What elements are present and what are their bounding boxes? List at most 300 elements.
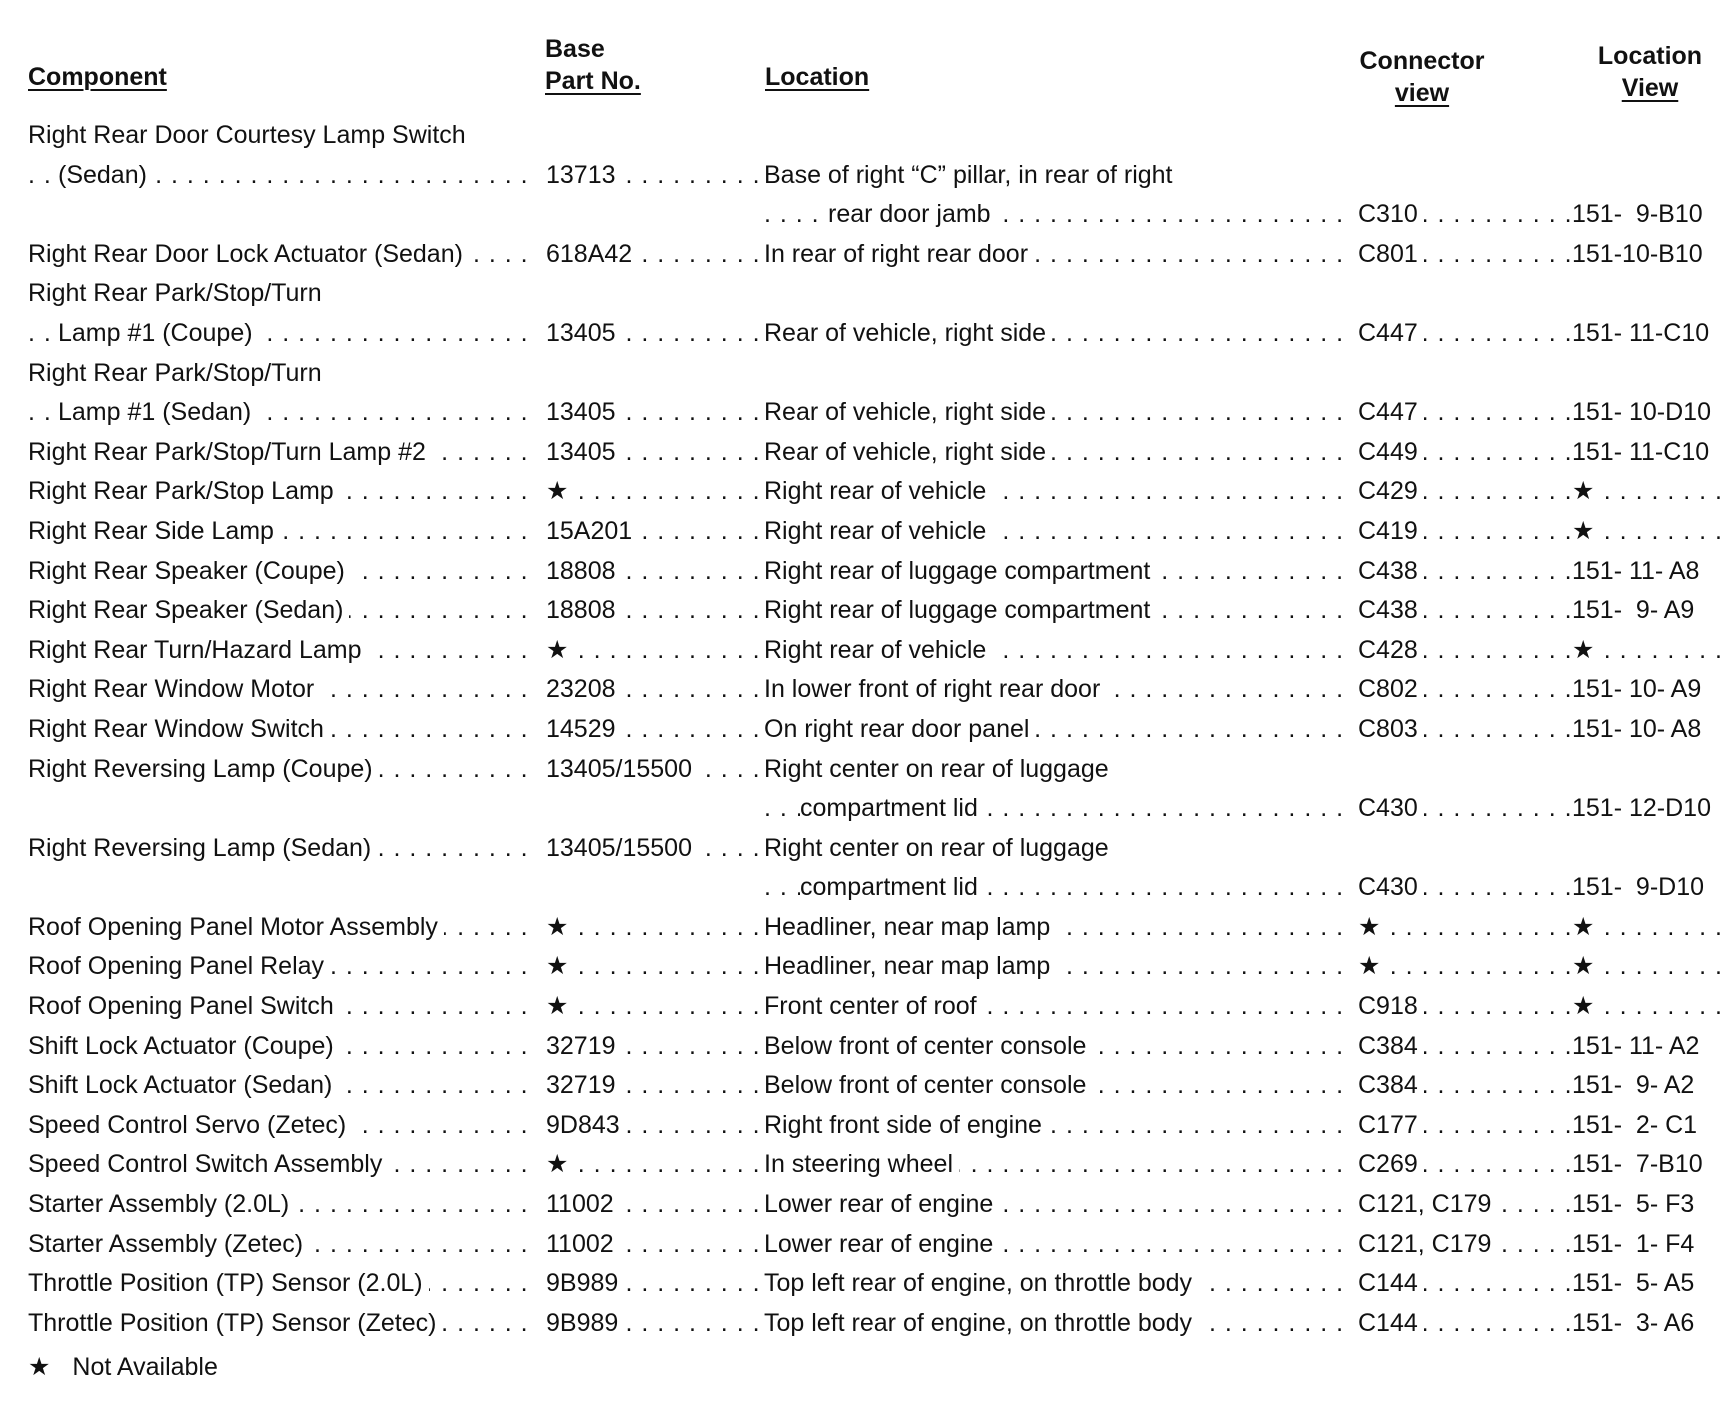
- component-cell: [28, 116, 530, 156]
- location-cell: [764, 512, 1344, 552]
- location-text: Front center of roof: [764, 992, 983, 1020]
- table-row: [28, 195, 1718, 235]
- table-row: [28, 1145, 1718, 1185]
- part-number-cell: [546, 987, 790, 1027]
- component-cell: [28, 1106, 530, 1146]
- location-cell: [764, 1027, 1344, 1067]
- component-text: Shift Lock Actuator (Sedan): [28, 1071, 338, 1099]
- connector-text: C419: [1358, 517, 1424, 545]
- table-row: [28, 393, 1718, 433]
- component-cell: [28, 908, 530, 948]
- location-view-cell: [1572, 947, 1720, 987]
- table-row: [28, 314, 1718, 354]
- location-view-text: 151- 2- C1: [1572, 1110, 1698, 1139]
- location-view-text: 151- 7-B10: [1572, 1150, 1703, 1179]
- component-text: Right Rear Park/Stop/Turn: [28, 279, 328, 307]
- location-text: Right rear of vehicle: [764, 517, 992, 545]
- location-view-text: 151- 11-C10: [1572, 318, 1710, 347]
- part-number-cell: [546, 1264, 790, 1304]
- location-view-text: 151- 1- F4: [1572, 1229, 1695, 1258]
- part-number-cell: [546, 710, 790, 750]
- header-connector-line1: Connector: [1359, 47, 1485, 75]
- component-cell: [28, 829, 530, 869]
- location-cell: [764, 1066, 1344, 1106]
- part-number-cell: [546, 591, 790, 631]
- table-row: [28, 750, 1718, 790]
- component-cell: [28, 552, 530, 592]
- component-text: Right Rear Speaker (Coupe): [28, 557, 351, 585]
- component-text: Throttle Position (TP) Sensor (Zetec): [28, 1309, 442, 1337]
- location-view-cell: [1572, 1066, 1720, 1106]
- connector-cell: [1358, 947, 1586, 987]
- table-row: [28, 274, 1718, 314]
- legend-text: Not Available: [72, 1353, 218, 1381]
- component-cell: [28, 314, 530, 354]
- part-number-text: ★: [546, 952, 574, 980]
- location-view-cell: [1572, 789, 1720, 829]
- connector-cell: [1358, 789, 1586, 829]
- component-cell: [28, 354, 530, 394]
- table-row: [28, 1185, 1718, 1225]
- legend: [28, 1352, 218, 1382]
- table-row: [28, 908, 1718, 948]
- component-cell: [28, 750, 530, 790]
- location-text: Rear of vehicle, right side: [764, 319, 1052, 347]
- location-view-cell: [1572, 433, 1720, 473]
- component-cell: [28, 670, 530, 710]
- component-cell: [28, 631, 530, 671]
- part-number-cell: [546, 750, 790, 790]
- table-row: [28, 235, 1718, 275]
- location-view-cell: [1572, 1264, 1720, 1304]
- part-number-cell: [546, 1225, 790, 1265]
- component-cell: [28, 433, 530, 473]
- connector-cell: [1358, 908, 1586, 948]
- table-row: [28, 1225, 1718, 1265]
- part-number-text: 13405: [546, 438, 622, 466]
- legend-star-icon: ★: [28, 1353, 51, 1381]
- part-number-text: 13405/15500: [546, 834, 698, 862]
- part-number-cell: [546, 552, 790, 592]
- location-text: Right rear of luggage compartment: [764, 596, 1156, 624]
- location-cell: [764, 195, 1344, 235]
- component-text: Right Rear Window Motor: [28, 675, 320, 703]
- part-number-cell: [546, 1027, 790, 1067]
- connector-cell: [1358, 1264, 1586, 1304]
- location-view-cell: [1572, 552, 1720, 592]
- location-cell: [764, 1225, 1344, 1265]
- part-number-cell: [546, 314, 790, 354]
- connector-text: C177: [1358, 1111, 1424, 1139]
- component-cell: [28, 591, 530, 631]
- location-text: In lower front of right rear door: [764, 675, 1106, 703]
- location-cell: [764, 947, 1344, 987]
- table-row: [28, 1264, 1718, 1304]
- component-cell: [28, 1225, 530, 1265]
- table-row: [28, 987, 1718, 1027]
- connector-cell: [1358, 235, 1586, 275]
- connector-text: C449: [1358, 438, 1424, 466]
- table-row: [28, 552, 1718, 592]
- component-text: Lamp #1 (Sedan): [58, 398, 257, 426]
- location-text: Right center on rear of luggage: [764, 755, 1115, 783]
- location-view-text: 151- 3- A6: [1572, 1308, 1695, 1337]
- part-number-cell: [546, 829, 790, 869]
- table-row: [28, 512, 1718, 552]
- location-text: compartment lid: [800, 873, 984, 901]
- component-cell: [28, 710, 530, 750]
- component-text: Throttle Position (TP) Sensor (2.0L): [28, 1269, 429, 1297]
- component-text: Starter Assembly (2.0L): [28, 1190, 295, 1218]
- location-cell: [764, 314, 1344, 354]
- component-cell: [28, 512, 530, 552]
- connector-cell: [1358, 472, 1586, 512]
- part-number-text: 15A201: [546, 517, 638, 545]
- table-row: [28, 710, 1718, 750]
- location-view-cell: [1572, 908, 1720, 948]
- part-number-text: 14529: [546, 715, 622, 743]
- connector-text: C269: [1358, 1150, 1424, 1178]
- location-view-cell: [1572, 710, 1720, 750]
- connector-text: C438: [1358, 557, 1424, 585]
- location-view-text: 151- 12-D10: [1572, 794, 1711, 823]
- parts-table: [28, 116, 1718, 1343]
- part-number-text: 9D843: [546, 1111, 626, 1139]
- component-text: (Sedan): [58, 161, 153, 189]
- component-text: Right Rear Window Switch: [28, 715, 330, 743]
- component-text: Right Reversing Lamp (Sedan): [28, 834, 377, 862]
- location-view-cell: [1572, 314, 1720, 354]
- header-base-part-line1: Base: [545, 35, 605, 63]
- part-number-text: 618A42: [546, 240, 638, 268]
- location-cell: [764, 472, 1344, 512]
- component-text: Right Rear Speaker (Sedan): [28, 596, 349, 624]
- connector-text: C428: [1358, 636, 1424, 664]
- location-cell: [764, 591, 1344, 631]
- connector-cell: [1358, 512, 1586, 552]
- connector-cell: [1358, 1145, 1586, 1185]
- table-row: [28, 472, 1718, 512]
- location-cell: [764, 156, 1344, 196]
- component-cell: [28, 472, 530, 512]
- location-view-cell: [1572, 472, 1720, 512]
- component-text: Right Rear Door Lock Actuator (Sedan): [28, 240, 469, 268]
- component-cell: [28, 1304, 530, 1344]
- connector-cell: [1358, 670, 1586, 710]
- location-view-cell: [1572, 1185, 1720, 1225]
- connector-text: C430: [1358, 794, 1424, 822]
- location-view-text: 151- 10- A8: [1572, 714, 1702, 743]
- part-number-text: 11002: [546, 1230, 620, 1258]
- table-row: [28, 789, 1718, 829]
- component-cell: [28, 1185, 530, 1225]
- header-location-label: Location: [765, 63, 870, 91]
- location-view-text: ★: [1572, 992, 1600, 1020]
- connector-text: C438: [1358, 596, 1424, 624]
- connector-text: C801: [1358, 240, 1424, 268]
- connector-cell: [1358, 1027, 1586, 1067]
- location-cell: [764, 868, 1344, 908]
- component-text: Right Rear Side Lamp: [28, 517, 280, 545]
- location-text: Lower rear of engine: [764, 1190, 999, 1218]
- component-text: Speed Control Switch Assembly: [28, 1150, 388, 1178]
- part-number-text: 11002: [546, 1190, 620, 1218]
- location-cell: [764, 789, 1344, 829]
- component-text: Roof Opening Panel Relay: [28, 952, 330, 980]
- component-cell: [28, 1264, 530, 1304]
- header-location-view-line2: View: [1621, 74, 1679, 102]
- connector-cell: [1358, 987, 1586, 1027]
- part-number-text: 9B989: [546, 1269, 624, 1297]
- component-text: Lamp #1 (Coupe): [58, 319, 259, 347]
- connector-text: C447: [1358, 319, 1424, 347]
- location-view-text: 151- 9-D10: [1572, 873, 1705, 902]
- connector-text: C429: [1358, 477, 1424, 505]
- location-view-cell: [1572, 512, 1720, 552]
- part-number-text: 13405: [546, 319, 622, 347]
- location-text: In steering wheel: [764, 1150, 959, 1178]
- component-cell: [28, 987, 530, 1027]
- component-cell: [28, 274, 530, 314]
- connector-cell: [1358, 591, 1586, 631]
- location-cell: [764, 987, 1344, 1027]
- part-number-text: ★: [546, 477, 574, 505]
- location-view-text: 151- 11- A2: [1572, 1031, 1700, 1060]
- location-cell: [764, 1185, 1344, 1225]
- table-row: [28, 1304, 1718, 1344]
- table-row: [28, 156, 1718, 196]
- part-number-cell: [546, 393, 790, 433]
- location-text: In rear of right rear door: [764, 240, 1034, 268]
- part-number-cell: [546, 512, 790, 552]
- location-text: Base of right “C” pillar, in rear of right: [764, 161, 1179, 189]
- component-text: Right Rear Park/Stop/Turn Lamp #2: [28, 438, 432, 466]
- part-number-text: 23208: [546, 675, 622, 703]
- connector-text: C121, C179: [1358, 1190, 1497, 1218]
- location-cell: [764, 1106, 1344, 1146]
- part-number-text: 18808: [546, 596, 622, 624]
- connector-text: C144: [1358, 1309, 1424, 1337]
- part-number-text: 32719: [546, 1032, 622, 1060]
- component-cell: [28, 393, 530, 433]
- connector-text: C803: [1358, 715, 1424, 743]
- location-text: Top left rear of engine, on throttle body: [764, 1269, 1198, 1297]
- connector-text: C384: [1358, 1071, 1424, 1099]
- location-view-cell: [1572, 1225, 1720, 1265]
- header-component-label: Component: [28, 63, 167, 91]
- location-view-cell: [1572, 591, 1720, 631]
- location-view-cell: [1572, 670, 1720, 710]
- table-row: [28, 354, 1718, 394]
- location-cell: [764, 1264, 1344, 1304]
- part-number-cell: [546, 1106, 790, 1146]
- location-view-cell: [1572, 1027, 1720, 1067]
- part-number-text: 32719: [546, 1071, 622, 1099]
- location-view-text: 151-10-B10: [1572, 239, 1703, 268]
- part-number-text: 18808: [546, 557, 622, 585]
- table-row: [28, 1106, 1718, 1146]
- connector-cell: [1358, 433, 1586, 473]
- part-number-text: 13713: [546, 161, 622, 189]
- part-number-cell: [546, 156, 790, 196]
- connector-cell: [1358, 1106, 1586, 1146]
- header-location-view: [1580, 40, 1720, 104]
- location-text: Right rear of vehicle: [764, 636, 992, 664]
- location-text: Right rear of vehicle: [764, 477, 992, 505]
- connector-cell: [1358, 631, 1586, 671]
- location-cell: [764, 710, 1344, 750]
- connector-cell: [1358, 1066, 1586, 1106]
- location-view-cell: [1572, 1106, 1720, 1146]
- part-number-cell: [546, 1304, 790, 1344]
- table-row: [28, 116, 1718, 156]
- location-view-text: 151- 9-B10: [1572, 200, 1703, 229]
- location-view-text: 151- 5- F3: [1572, 1190, 1695, 1219]
- part-number-text: ★: [546, 913, 574, 941]
- part-number-text: 13405: [546, 398, 622, 426]
- header-connector-line2: view: [1394, 79, 1450, 107]
- component-text: Shift Lock Actuator (Coupe): [28, 1032, 340, 1060]
- location-view-cell: [1572, 1145, 1720, 1185]
- table-row: [28, 829, 1718, 869]
- component-cell: [28, 156, 530, 196]
- table-row: [28, 1027, 1718, 1067]
- component-text: Starter Assembly (Zetec): [28, 1230, 309, 1258]
- connector-text: C918: [1358, 992, 1424, 1020]
- table-row: [28, 631, 1718, 671]
- table-row: [28, 591, 1718, 631]
- location-cell: [764, 750, 1344, 790]
- connector-text: C447: [1358, 398, 1424, 426]
- location-text: On right rear door panel: [764, 715, 1035, 743]
- location-view-cell: [1572, 235, 1720, 275]
- location-text: Below front of center console: [764, 1032, 1092, 1060]
- part-number-cell: [546, 472, 790, 512]
- location-view-text: 151- 10-D10: [1572, 398, 1711, 427]
- component-cell: [28, 947, 530, 987]
- part-number-cell: [546, 1145, 790, 1185]
- location-cell: [764, 670, 1344, 710]
- location-view-text: 151- 10- A9: [1572, 675, 1702, 704]
- location-view-cell: [1572, 195, 1720, 235]
- location-text: compartment lid: [800, 794, 984, 822]
- part-number-text: ★: [546, 636, 574, 664]
- component-text: Speed Control Servo (Zetec): [28, 1111, 352, 1139]
- part-number-cell: [546, 947, 790, 987]
- part-number-text: 9B989: [546, 1309, 624, 1337]
- location-view-text: 151- 9- A2: [1572, 1071, 1695, 1100]
- header-component: [28, 62, 167, 93]
- location-text: Right center on rear of luggage: [764, 834, 1115, 862]
- location-view-text: 151- 9- A9: [1572, 596, 1695, 625]
- location-cell: [764, 552, 1344, 592]
- location-cell: [764, 393, 1344, 433]
- connector-cell: [1358, 195, 1586, 235]
- location-cell: [764, 908, 1344, 948]
- connector-text: C310: [1358, 200, 1424, 228]
- header-connector-view: [1342, 45, 1502, 109]
- location-view-text: ★: [1572, 913, 1600, 941]
- part-number-text: ★: [546, 992, 574, 1020]
- location-view-text: 151- 5- A5: [1572, 1269, 1695, 1298]
- component-cell: [28, 1066, 530, 1106]
- location-cell: [764, 1145, 1344, 1185]
- component-cell: [28, 1145, 530, 1185]
- location-text: Below front of center console: [764, 1071, 1092, 1099]
- table-row: [28, 1066, 1718, 1106]
- connector-cell: [1358, 393, 1586, 433]
- location-cell: [764, 433, 1344, 473]
- connector-cell: [1358, 314, 1586, 354]
- part-number-cell: [546, 1185, 790, 1225]
- location-view-text: ★: [1572, 636, 1600, 664]
- component-text: Right Rear Park/Stop/Turn: [28, 359, 328, 387]
- part-number-text: ★: [546, 1150, 574, 1178]
- component-text: Right Reversing Lamp (Coupe): [28, 755, 379, 783]
- connector-cell: [1358, 710, 1586, 750]
- component-text: Right Rear Door Courtesy Lamp Switch: [28, 121, 472, 149]
- location-text: Right front side of engine: [764, 1111, 1048, 1139]
- location-view-cell: [1572, 631, 1720, 671]
- component-text: Right Rear Turn/Hazard Lamp: [28, 636, 367, 664]
- part-number-cell: [546, 433, 790, 473]
- part-number-cell: [546, 631, 790, 671]
- location-text: rear door jamb: [828, 200, 997, 228]
- location-view-text: ★: [1572, 517, 1600, 545]
- location-text: Headliner, near map lamp: [764, 952, 1056, 980]
- part-number-cell: [546, 670, 790, 710]
- connector-text: C144: [1358, 1269, 1424, 1297]
- table-row: [28, 868, 1718, 908]
- component-text: Right Rear Park/Stop Lamp: [28, 477, 340, 505]
- location-cell: [764, 235, 1344, 275]
- location-view-cell: [1572, 1304, 1720, 1344]
- part-number-cell: [546, 235, 790, 275]
- location-view-cell: [1572, 868, 1720, 908]
- location-cell: [764, 1304, 1344, 1344]
- location-cell: [764, 829, 1344, 869]
- location-text: Right rear of luggage compartment: [764, 557, 1156, 585]
- component-text: Roof Opening Panel Switch: [28, 992, 340, 1020]
- table-row: [28, 670, 1718, 710]
- location-text: Rear of vehicle, right side: [764, 398, 1052, 426]
- header-base-part-no: [545, 33, 641, 97]
- location-text: Lower rear of engine: [764, 1230, 999, 1258]
- header-base-part-line2: Part No.: [545, 67, 641, 95]
- part-number-cell: [546, 908, 790, 948]
- location-text: Top left rear of engine, on throttle body: [764, 1309, 1198, 1337]
- location-view-text: ★: [1572, 952, 1600, 980]
- location-view-text: 151- 11- A8: [1572, 556, 1700, 585]
- location-view-cell: [1572, 987, 1720, 1027]
- table-row: [28, 433, 1718, 473]
- location-text: Rear of vehicle, right side: [764, 438, 1052, 466]
- connector-cell: [1358, 1304, 1586, 1344]
- connector-text: ★: [1358, 952, 1386, 980]
- location-view-text: ★: [1572, 477, 1600, 505]
- location-view-text: 151- 11-C10: [1572, 437, 1710, 466]
- connector-text: C384: [1358, 1032, 1424, 1060]
- connector-text: C430: [1358, 873, 1424, 901]
- connector-text: ★: [1358, 913, 1386, 941]
- table-row: [28, 947, 1718, 987]
- connector-cell: [1358, 1225, 1586, 1265]
- header-location-view-line1: Location: [1597, 42, 1703, 70]
- part-number-cell: [546, 1066, 790, 1106]
- connector-text: C121, C179: [1358, 1230, 1497, 1258]
- connector-cell: [1358, 868, 1586, 908]
- location-cell: [764, 631, 1344, 671]
